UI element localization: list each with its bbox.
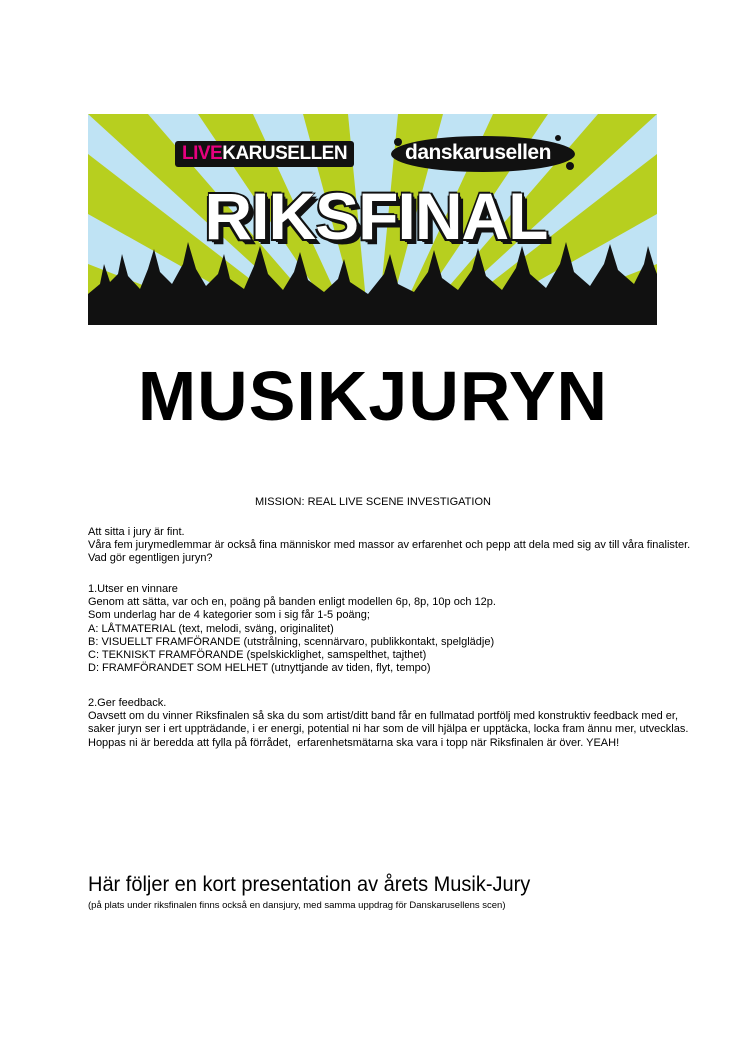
livekarusellen-logo (175, 141, 354, 167)
section-line: Genom att sätta, var och en, poäng på banden enligt modellen 6p, 8p, 10p och 12p. (88, 596, 496, 609)
section-line: D: FRAMFÖRANDET SOM HELHET (utnyttjande av tiden, flyt, tempo) (88, 662, 431, 675)
riksfinal-banner (88, 114, 657, 325)
riksfinal-headline: RIKSFINAL (204, 179, 548, 253)
section-feedback (88, 697, 688, 750)
page-title: MUSIKJURYN (137, 357, 609, 435)
section-line: 2.Ger feedback. (88, 697, 167, 709)
intro-paragraph (88, 526, 690, 566)
section-line: saker juryn ser i ert uppträdande, i er energi, potential ni har som de vill hjälpa er upptäcka, locka fram ännu mer, utvecklas. (88, 723, 689, 736)
section-line: 1.Utser en vinnare (88, 583, 178, 595)
section-line: B: VISUELLT FRAMFÖRANDE (utstrålning, scennärvaro, publikkontakt, spelglädje) (88, 635, 495, 648)
presentation-note: (på plats under riksfinalen finns också en dansjury, med samma uppdrag för Danskarusellens scen) (88, 900, 506, 911)
danskarusellen-logo: danskarusellen (405, 141, 551, 164)
mission-line: MISSION: REAL LIVE SCENE INVESTIGATION (255, 496, 491, 508)
section-line: C: TEKNISKT FRAMFÖRANDE (spelskicklighet, samspelthet, tajthet) (88, 649, 427, 662)
logo-karusellen-word: KARUSELLEN (222, 143, 348, 164)
presentation-heading: Här följer en kort presentation av årets Musik-Jury (88, 872, 531, 896)
section-line: Som underlag har de 4 kategorier som i sig får 1-5 poäng; (88, 609, 370, 622)
section-line: A: LÅTMATERIAL (text, melodi, sväng, originalitet) (88, 622, 334, 635)
intro-line: Att sitta i jury är fint. (88, 526, 185, 538)
section-line: Hoppas ni är beredda att fylla på förrådet, erfarenhetsmätarna ska vara i topp när Riksfinalen är över. YEAH! (88, 736, 620, 749)
section-winner (88, 583, 496, 675)
logo-live-word: LIVE (182, 143, 223, 164)
section-line: Oavsett om du vinner Riksfinalen så ska du som artist/ditt band får en fullmatad portfölj med konstruktiv feedback med er, (88, 710, 679, 723)
intro-line: Vad gör egentligen juryn? (88, 552, 213, 565)
intro-line: Våra fem jurymedlemmar är också fina människor med massor av erfarenhet och pepp att dela med sig av till våra finalister. (88, 539, 691, 552)
